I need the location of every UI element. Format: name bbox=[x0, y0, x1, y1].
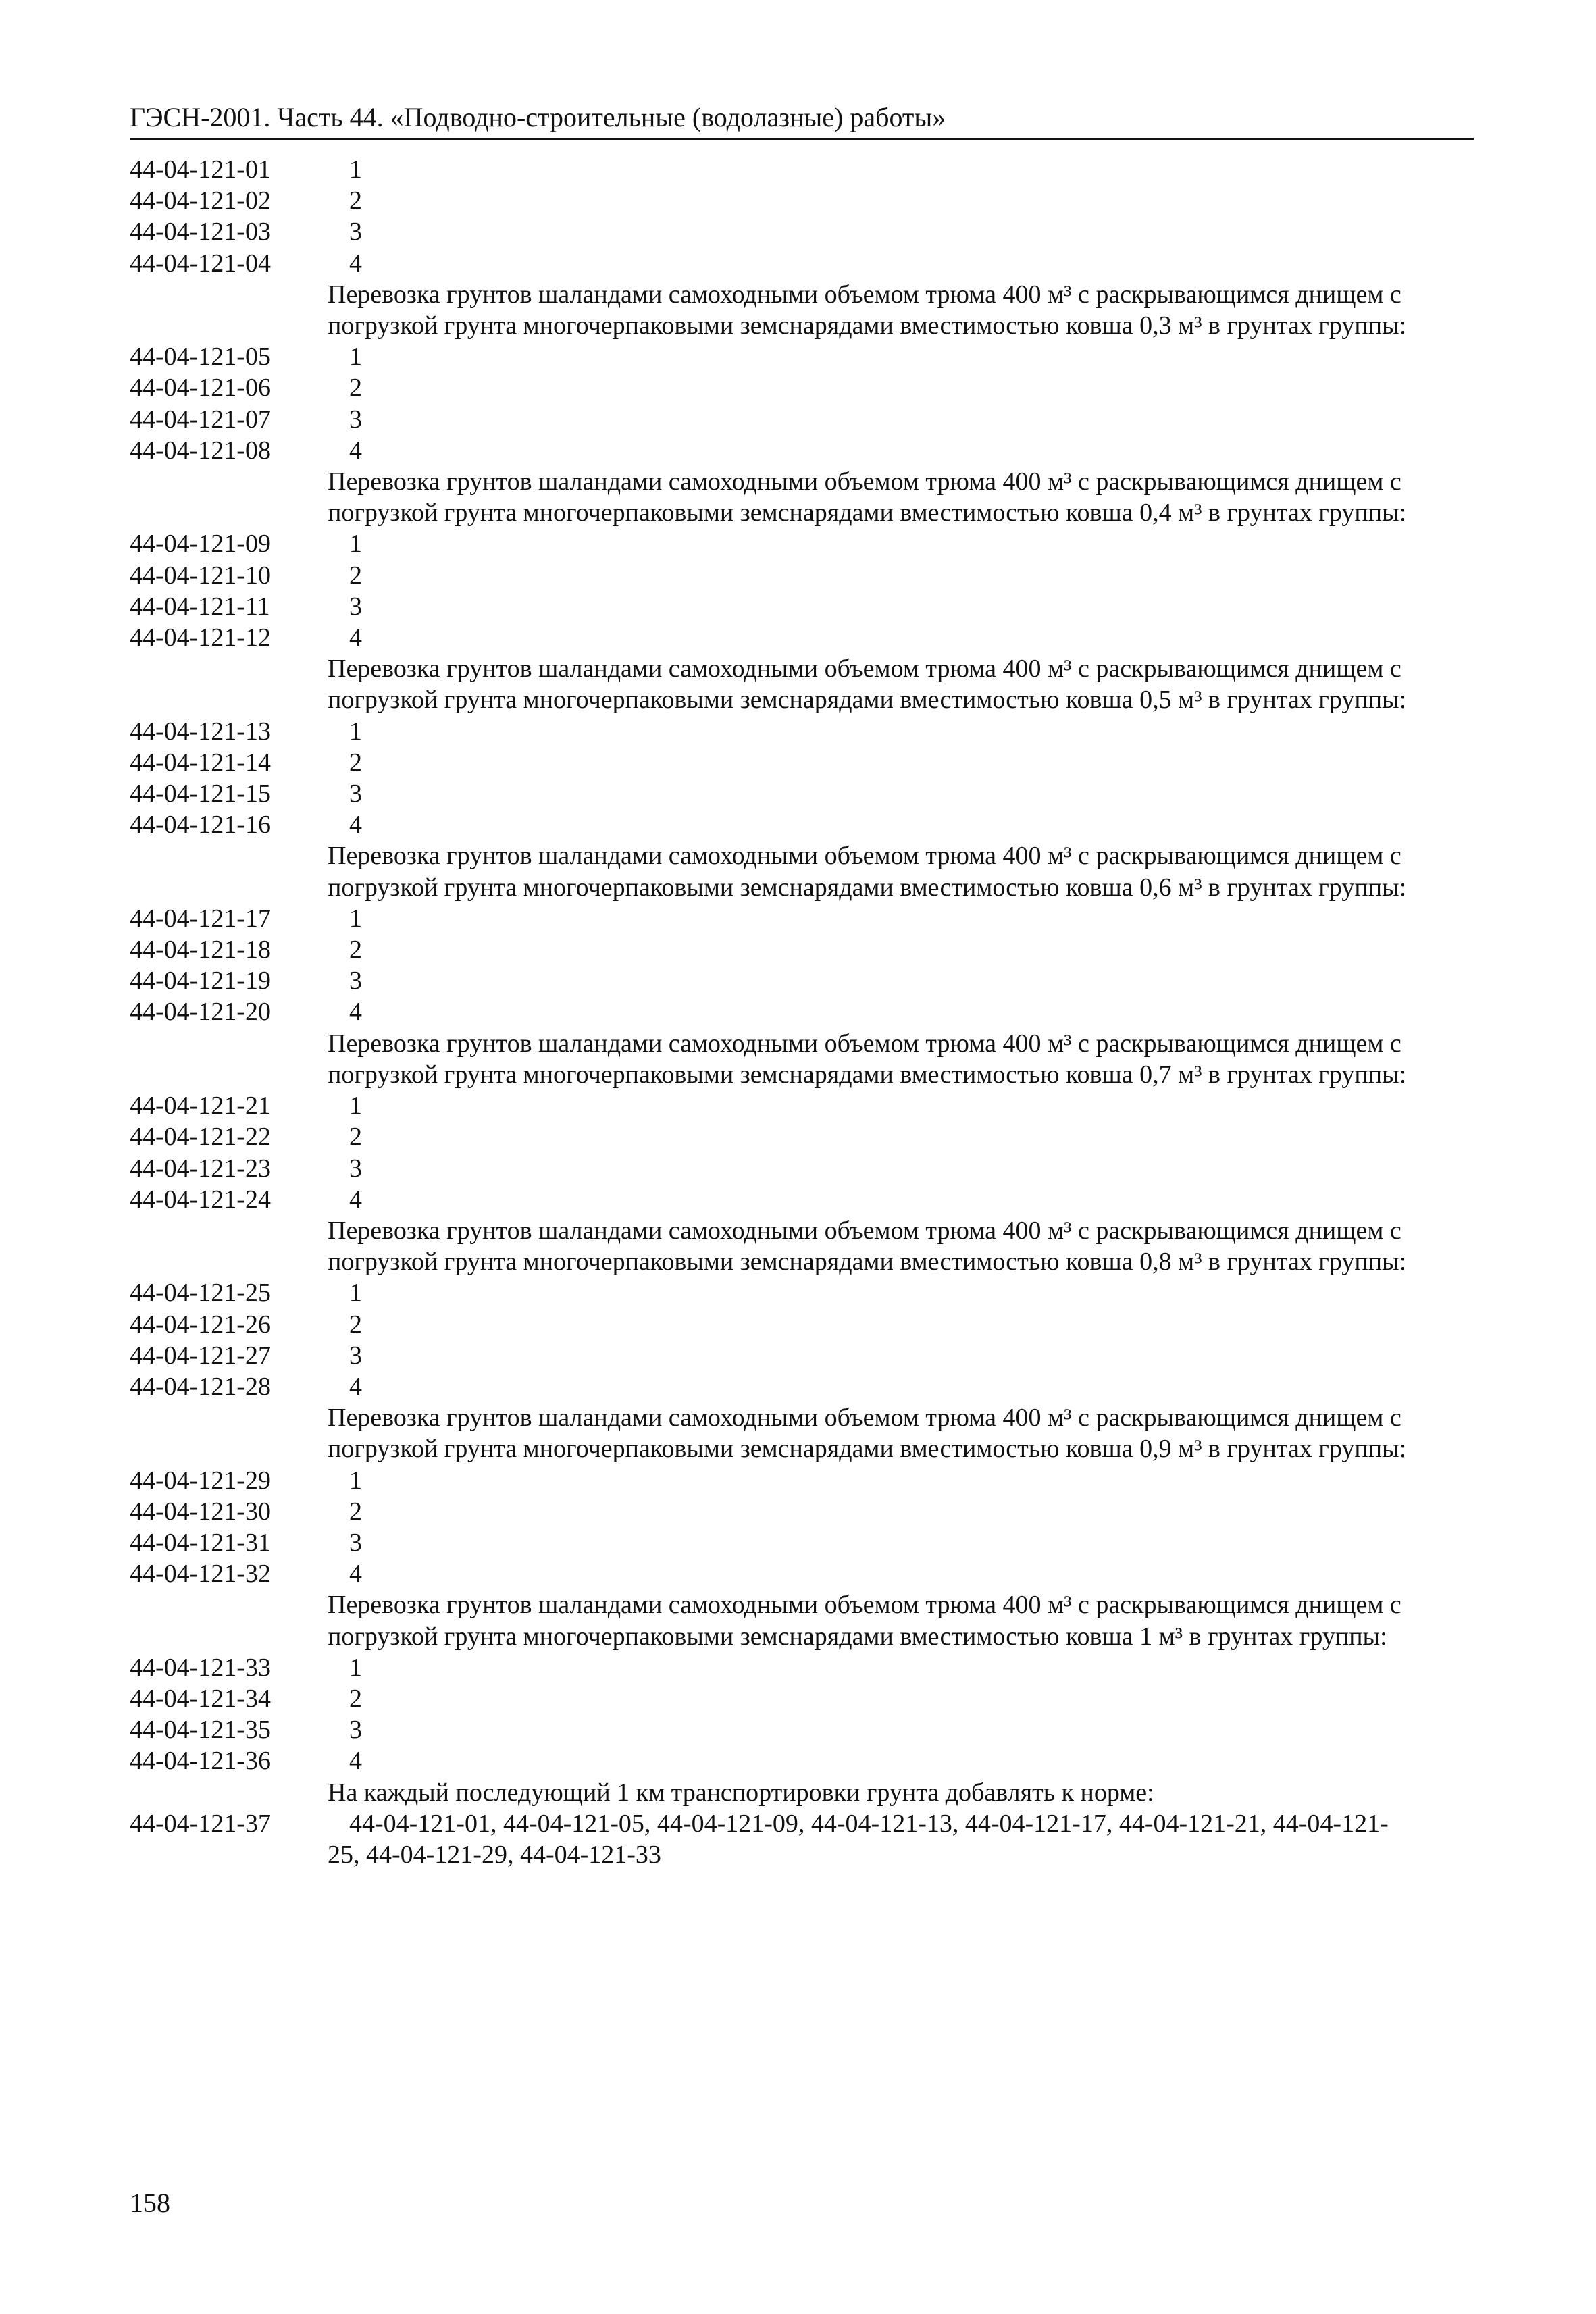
soil-group-number: 4 bbox=[349, 1185, 362, 1214]
norm-code: 44-04-121-18 bbox=[130, 935, 271, 965]
soil-group-number: 2 bbox=[349, 1310, 362, 1339]
norm-row bbox=[130, 903, 1413, 934]
norm-row bbox=[130, 1121, 1413, 1152]
norm-row bbox=[130, 1340, 1413, 1371]
norm-row bbox=[130, 216, 1413, 247]
section-description bbox=[130, 1402, 1413, 1464]
norm-code: 44-04-121-06 bbox=[130, 374, 271, 403]
section-description bbox=[130, 1589, 1413, 1651]
section-description bbox=[130, 653, 1413, 715]
soil-group-number: 1 bbox=[349, 717, 362, 746]
norm-code: 44-04-121-28 bbox=[130, 1372, 271, 1401]
soil-group-number: 2 bbox=[349, 1684, 362, 1713]
norm-row bbox=[130, 1527, 1413, 1558]
norm-code: 44-04-121-32 bbox=[130, 1560, 271, 1589]
soil-group-number: 2 bbox=[349, 1497, 362, 1526]
norm-code: 44-04-121-23 bbox=[130, 1154, 271, 1183]
description-text: Перевозка грунтов шаландами самоходными объемом трюма 400 м³ с раскрывающимся днищем с погрузкой грунта многочерпаковыми земснарядами вместимостью ковша 0,6 м³ в грунтах группы: bbox=[328, 842, 1407, 902]
norm-code: 44-04-121-33 bbox=[130, 1653, 271, 1682]
norm-code: 44-04-121-02 bbox=[130, 186, 271, 215]
norm-code: 44-04-121-31 bbox=[130, 1528, 271, 1557]
soil-group-number: 1 bbox=[349, 1279, 362, 1308]
norm-code: 44-04-121-25 bbox=[130, 1279, 271, 1308]
soil-group-number: 1 bbox=[349, 342, 362, 371]
section-description bbox=[130, 1215, 1413, 1277]
norm-code: 44-04-121-17 bbox=[130, 904, 271, 933]
norm-code: 44-04-121-14 bbox=[130, 748, 271, 777]
norm-row bbox=[130, 1683, 1413, 1714]
norm-row bbox=[130, 528, 1413, 559]
section-description bbox=[130, 840, 1413, 902]
soil-group-number: 4 bbox=[349, 1372, 362, 1401]
norm-row bbox=[130, 1184, 1413, 1215]
norm-code: 44-04-121-07 bbox=[130, 405, 271, 434]
soil-group-number: 1 bbox=[349, 904, 362, 933]
norm-code: 44-04-121-26 bbox=[130, 1310, 271, 1339]
norm-row bbox=[130, 1496, 1413, 1527]
header-rule bbox=[130, 138, 1474, 140]
norm-row bbox=[130, 435, 1413, 466]
soil-group-number: 4 bbox=[349, 811, 362, 840]
norm-row bbox=[130, 778, 1413, 809]
norm-code: 44-04-121-01 bbox=[130, 155, 271, 184]
soil-group-number: 4 bbox=[349, 623, 362, 652]
soil-group-number: 4 bbox=[349, 1560, 362, 1589]
description-text: На каждый последующий 1 км транспортировки грунта добавлять к норме: bbox=[328, 1778, 1154, 1807]
norm-row bbox=[130, 1277, 1413, 1308]
norm-code: 44-04-121-05 bbox=[130, 342, 271, 371]
norm-code: 44-04-121-35 bbox=[130, 1716, 271, 1745]
norm-code: 44-04-121-09 bbox=[130, 530, 271, 559]
norm-row bbox=[130, 404, 1413, 435]
description-text: Перевозка грунтов шаландами самоходными объемом трюма 400 м³ с раскрывающимся днищем с погрузкой грунта многочерпаковыми земснарядами вместимостью ковша 1 м³ в грунтах группы: bbox=[328, 1591, 1401, 1651]
description-text: Перевозка грунтов шаландами самоходными объемом трюма 400 м³ с раскрывающимся днищем с погрузкой грунта многочерпаковыми земснарядами вместимостью ковша 0,5 м³ в грунтах группы: bbox=[328, 654, 1407, 715]
norm-row bbox=[130, 560, 1413, 591]
norm-code: 44-04-121-24 bbox=[130, 1185, 271, 1214]
norm-code: 44-04-121-29 bbox=[130, 1466, 271, 1495]
norm-row bbox=[130, 1714, 1413, 1745]
soil-group-number: 4 bbox=[349, 249, 362, 278]
norm-row bbox=[130, 185, 1413, 216]
norm-row bbox=[130, 809, 1413, 840]
soil-group-number: 3 bbox=[349, 592, 362, 621]
norm-row bbox=[130, 1558, 1413, 1589]
soil-group-number: 1 bbox=[349, 530, 362, 559]
soil-group-number: 1 bbox=[349, 1091, 362, 1121]
norm-row bbox=[130, 248, 1413, 279]
description-text: Перевозка грунтов шаландами самоходными объемом трюма 400 м³ с раскрывающимся днищем с погрузкой грунта многочерпаковыми земснарядами вместимостью ковша 0,3 м³ в грунтах группы: bbox=[328, 280, 1407, 340]
norm-code: 44-04-121-22 bbox=[130, 1123, 271, 1152]
soil-group-number: 4 bbox=[349, 998, 362, 1027]
norm-row bbox=[130, 1090, 1413, 1121]
norm-row bbox=[130, 341, 1413, 372]
soil-group-number: 2 bbox=[349, 186, 362, 215]
norm-row bbox=[130, 1652, 1413, 1683]
norm-row bbox=[130, 622, 1413, 653]
norm-code: 44-04-121-27 bbox=[130, 1341, 271, 1370]
norm-code: 44-04-121-08 bbox=[130, 436, 271, 465]
soil-group-number: 3 bbox=[349, 1154, 362, 1183]
norm-row bbox=[130, 934, 1413, 965]
norm-code: 44-04-121-34 bbox=[130, 1684, 271, 1713]
norm-code: 44-04-121-16 bbox=[130, 811, 271, 840]
soil-group-number: 3 bbox=[349, 1528, 362, 1557]
soil-group-number: 2 bbox=[349, 374, 362, 403]
norm-row bbox=[130, 716, 1413, 747]
norm-code: 44-04-121-03 bbox=[130, 217, 271, 247]
norm-row bbox=[130, 1309, 1413, 1340]
referenced-codes: 44-04-121-01, 44-04-121-05, 44-04-121-09, 44-04-121-13, 44-04-121-17, 44-04-121-21, 44-04-121-25, 44-04-121-29, 44-04-121-33 bbox=[328, 1809, 1389, 1869]
description-text: Перевозка грунтов шаландами самоходными объемом трюма 400 м³ с раскрывающимся днищем с погрузкой грунта многочерпаковыми земснарядами вместимостью ковша 0,7 м³ в грунтах группы: bbox=[328, 1029, 1407, 1089]
norm-row bbox=[130, 747, 1413, 778]
norms-list bbox=[130, 154, 1413, 1870]
soil-group-number: 3 bbox=[349, 1341, 362, 1370]
soil-group-number: 1 bbox=[349, 155, 362, 184]
soil-group-number: 1 bbox=[349, 1466, 362, 1495]
description-text: Перевозка грунтов шаландами самоходными объемом трюма 400 м³ с раскрывающимся днищем с погрузкой грунта многочерпаковыми земснарядами вместимостью ковша 0,8 м³ в грунтах группы: bbox=[328, 1216, 1407, 1277]
soil-group-number: 3 bbox=[349, 217, 362, 247]
soil-group-number: 3 bbox=[349, 779, 362, 808]
soil-group-number: 3 bbox=[349, 967, 362, 996]
norm-code: 44-04-121-20 bbox=[130, 998, 271, 1027]
norm-code: 44-04-121-37 bbox=[130, 1809, 271, 1838]
soil-group-number: 4 bbox=[349, 1747, 362, 1776]
norm-row bbox=[130, 372, 1413, 403]
soil-group-number: 2 bbox=[349, 748, 362, 777]
soil-group-number: 1 bbox=[349, 1653, 362, 1682]
norm-code: 44-04-121-10 bbox=[130, 561, 271, 590]
norm-row bbox=[130, 965, 1413, 996]
page-header: ГЭСН-2001. Часть 44. «Подводно-строительные (водолазные) работы» bbox=[130, 102, 946, 132]
norm-row bbox=[130, 996, 1413, 1027]
norm-code: 44-04-121-15 bbox=[130, 779, 271, 808]
soil-group-number: 3 bbox=[349, 1716, 362, 1745]
soil-group-number: 2 bbox=[349, 1123, 362, 1152]
section-description bbox=[130, 279, 1413, 341]
section-description bbox=[130, 1777, 1413, 1808]
note-row bbox=[130, 1808, 1413, 1870]
page-number: 158 bbox=[130, 2188, 170, 2218]
soil-group-number: 2 bbox=[349, 935, 362, 965]
section-description bbox=[130, 466, 1413, 528]
norm-code: 44-04-121-30 bbox=[130, 1497, 271, 1526]
soil-group-number: 2 bbox=[349, 561, 362, 590]
norm-row bbox=[130, 591, 1413, 622]
norm-code: 44-04-121-21 bbox=[130, 1091, 271, 1121]
norm-code: 44-04-121-04 bbox=[130, 249, 271, 278]
norm-row bbox=[130, 1465, 1413, 1496]
norm-row bbox=[130, 1745, 1413, 1776]
soil-group-number: 4 bbox=[349, 436, 362, 465]
soil-group-number: 3 bbox=[349, 405, 362, 434]
norm-row bbox=[130, 154, 1413, 185]
norm-code: 44-04-121-12 bbox=[130, 623, 271, 652]
norm-code: 44-04-121-19 bbox=[130, 967, 271, 996]
norm-code: 44-04-121-13 bbox=[130, 717, 271, 746]
norm-row bbox=[130, 1153, 1413, 1184]
norm-code: 44-04-121-11 bbox=[130, 592, 270, 621]
norm-code: 44-04-121-36 bbox=[130, 1747, 271, 1776]
norm-row bbox=[130, 1371, 1413, 1402]
section-description bbox=[130, 1028, 1413, 1090]
description-text: Перевозка грунтов шаландами самоходными объемом трюма 400 м³ с раскрывающимся днищем с погрузкой грунта многочерпаковыми земснарядами вместимостью ковша 0,9 м³ в грунтах группы: bbox=[328, 1404, 1407, 1464]
description-text: Перевозка грунтов шаландами самоходными объемом трюма 400 м³ с раскрывающимся днищем с погрузкой грунта многочерпаковыми земснарядами вместимостью ковша 0,4 м³ в грунтах группы: bbox=[328, 467, 1407, 528]
